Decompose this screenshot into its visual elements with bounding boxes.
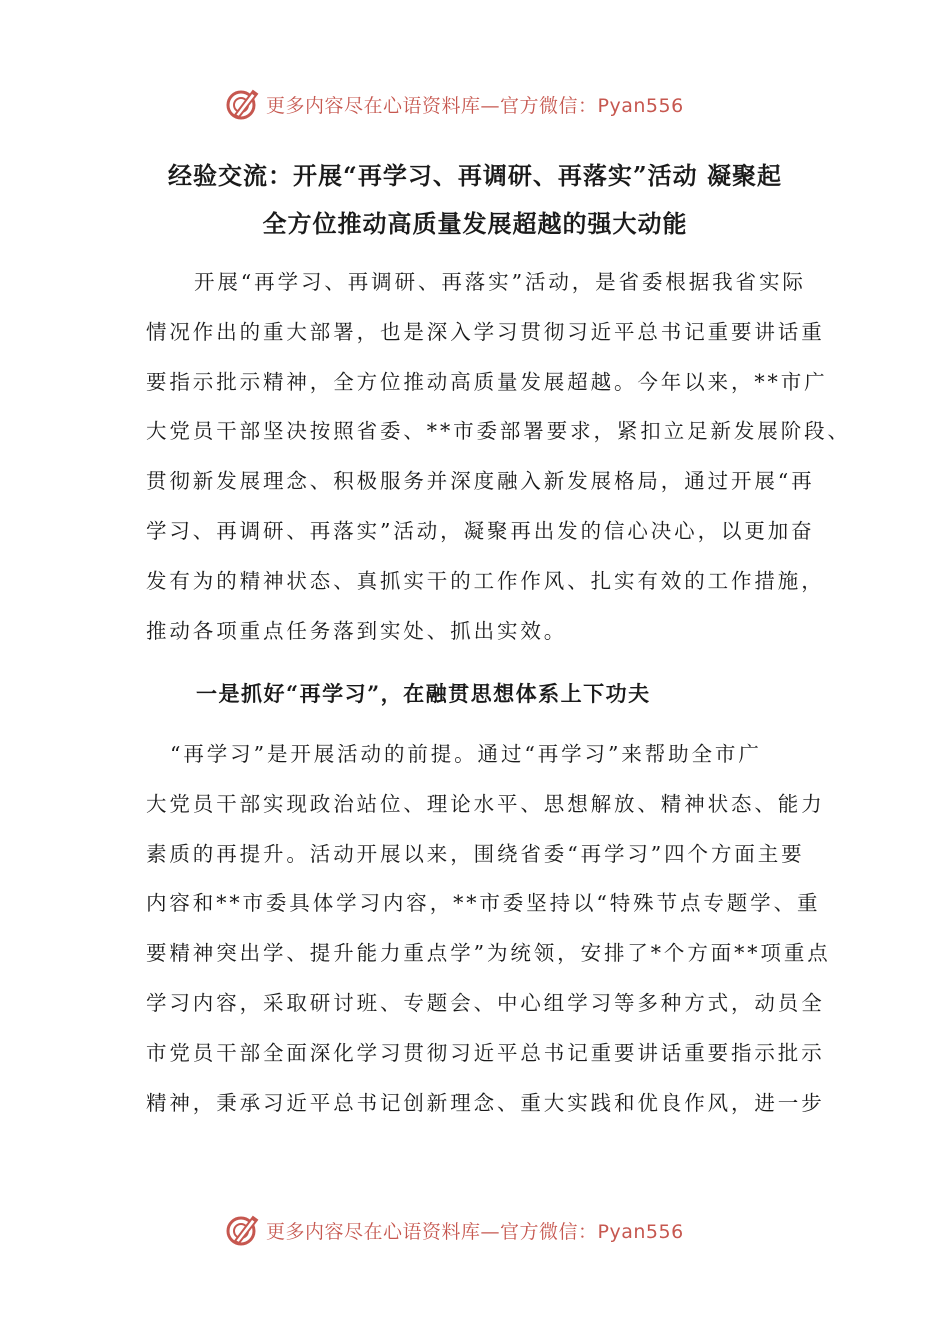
text-line: 大党员干部坚决按照省委、**市委部署要求，紧扣立足新发展阶段、 xyxy=(146,419,851,444)
footer-watermark xyxy=(0,1210,950,1250)
text-line: 推动各项重点任务落到实处、抓出实效。 xyxy=(146,618,568,643)
intro-paragraph xyxy=(146,258,851,656)
text-line: 大党员干部实现政治站位、理论水平、思想解放、精神状态、能力 xyxy=(146,791,825,816)
text-line: 素质的再提升。活动开展以来，围绕省委“再学习”四个方面主要 xyxy=(146,841,805,866)
document-title-line-2: 全方位推动高质量发展超越的强大动能 xyxy=(262,209,688,238)
watermark-text: 更多内容尽在心语资料库—官方微信：Pyan556 xyxy=(266,1220,684,1243)
text-line: 内容和**市委具体学习内容，**市委坚持以“特殊节点专题学、重 xyxy=(146,891,821,916)
text-line: 开展“再学习、再调研、再落实”活动，是省委根据我省实际 xyxy=(194,270,806,294)
text-line: 学习、再调研、再落实”活动，凝聚再出发的信心决心，以更加奋 xyxy=(146,518,815,543)
watermark-text: 更多内容尽在心语资料库—官方微信：Pyan556 xyxy=(266,94,684,117)
text-line: 要指示批示精神，全方位推动高质量发展超越。今年以来，**市广 xyxy=(146,369,828,394)
text-line: 市党员干部全面深化学习贯彻习近平总书记重要讲话重要指示批示 xyxy=(146,1040,825,1065)
text-line: 要精神突出学、提升能力重点学”为统领，安排了*个方面**项重点 xyxy=(146,941,831,966)
section-1-paragraph xyxy=(146,730,831,1128)
text-line: “再学习”是开展活动的前提。通过“再学习”来帮助全市广 xyxy=(170,742,762,766)
pen-logo-icon xyxy=(226,1213,260,1247)
header-watermark xyxy=(0,84,950,124)
text-line: 精神，秉承习近平总书记创新理念、重大实践和优良作风，进一步 xyxy=(146,1090,825,1115)
text-line: 发有为的精神状态、真抓实干的工作作风、扎实有效的工作措施， xyxy=(146,568,825,593)
text-line: 情况作出的重大部署，也是深入学习贯彻习近平总书记重要讲话重 xyxy=(146,319,825,344)
text-line: 贯彻新发展理念、积极服务并深度融入新发展格局，通过开展“再 xyxy=(146,469,815,494)
text-line: 学习内容，采取研讨班、专题会、中心组学习等多种方式，动员全 xyxy=(146,990,825,1015)
pen-logo-icon xyxy=(226,87,260,121)
document-title-line-1: 经验交流：开展“再学习、再调研、再落实”活动 凝聚起 xyxy=(168,161,782,190)
section-1-heading: 一是抓好“再学习”，在融贯思想体系上下功夫 xyxy=(196,681,651,706)
